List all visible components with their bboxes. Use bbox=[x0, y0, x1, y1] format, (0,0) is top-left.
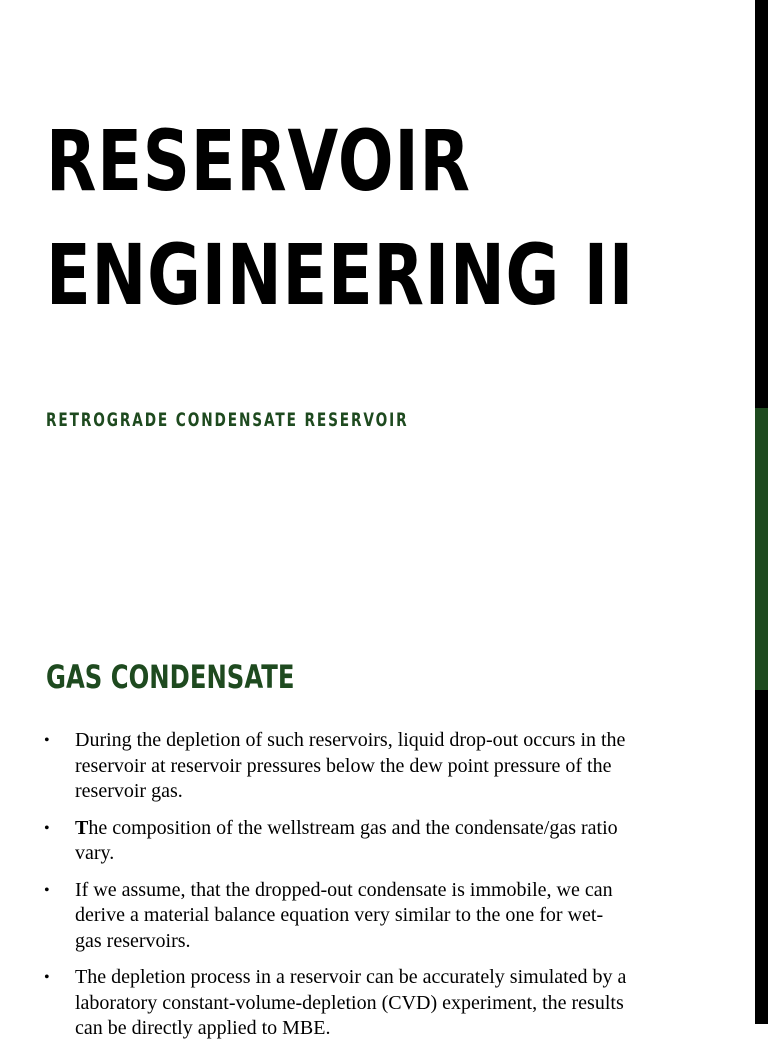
slide-title-line-2: ENGINEERING II bbox=[46, 226, 635, 324]
bullet-text-line: The depletion process in a reservoir can be accurately simulated by a bbox=[75, 966, 627, 988]
bullet-text-line: reservoir gas. bbox=[75, 780, 183, 802]
bullet-text-rest: he composition of the wellstream gas and the condensate/gas ratio bbox=[88, 816, 618, 839]
bullet-text-line: vary. bbox=[75, 842, 115, 864]
side-accent-bar-black-bottom bbox=[755, 690, 768, 1024]
bullet-marker: • bbox=[44, 969, 50, 986]
side-accent-bar-black bbox=[755, 0, 768, 408]
bullet-text-line: reservoir at reservoir pressures below the dew point pressure of the bbox=[75, 754, 612, 777]
bullet-marker: • bbox=[44, 881, 50, 899]
bullet-text-line: gas reservoirs. bbox=[75, 929, 191, 952]
side-accent-bar-green bbox=[755, 408, 768, 690]
bullet-text-line: laboratory constant-volume-depletion (CVD) experiment, the results bbox=[75, 991, 624, 1014]
section-heading: GAS CONDENSATE bbox=[46, 658, 295, 696]
slide-title bbox=[46, 104, 634, 332]
bullet-item bbox=[44, 728, 684, 805]
bullet-item bbox=[44, 965, 684, 1042]
slide-subtitle: RETROGRADE CONDENSATE RESERVOIR bbox=[46, 409, 409, 431]
bullet-item bbox=[44, 816, 684, 867]
bullet-text-line: can be directly applied to MBE. bbox=[75, 1017, 331, 1039]
bullet-list bbox=[44, 728, 684, 1053]
bold-initial-letter: T bbox=[75, 816, 89, 839]
bullet-marker: • bbox=[44, 732, 50, 749]
bullet-text-line: If we assume, that the dropped-out condensate is immobile, we can bbox=[75, 878, 613, 901]
bullet-item bbox=[44, 878, 684, 955]
bullet-text-line bbox=[75, 816, 684, 842]
bullet-text-line: During the depletion of such reservoirs, liquid drop-out occurs in the bbox=[75, 729, 626, 751]
bullet-text-line: derive a material balance equation very similar to the one for wet- bbox=[75, 904, 604, 926]
bullet-marker: • bbox=[44, 819, 50, 837]
slide-title-line-1: RESERVOIR bbox=[46, 112, 471, 210]
